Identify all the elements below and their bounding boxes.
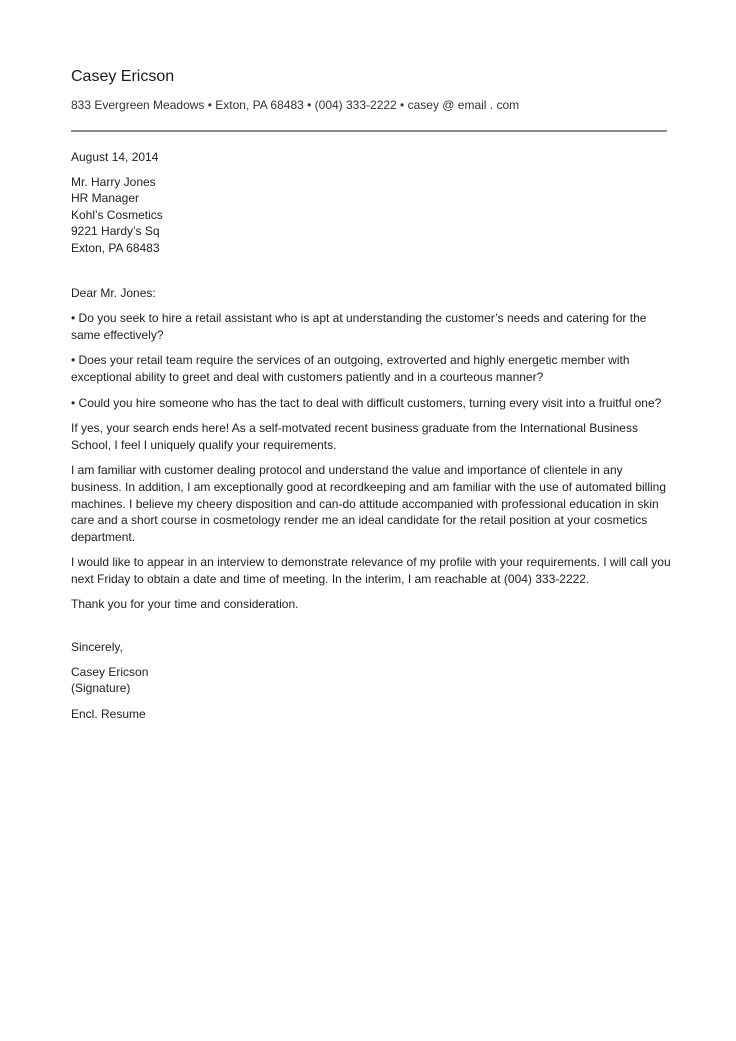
sender-name: Casey Ericson — [71, 68, 175, 85]
recipient-name: Mr. Harry Jones — [71, 174, 156, 189]
recipient-city: Exton, PA 68483 — [71, 240, 160, 255]
paragraph-text: If yes, your search ends here! As a self-motvated recent business graduate from the International Business School, I feel I uniquely qualify your requirements. — [71, 421, 638, 452]
paragraph-intro — [71, 420, 671, 453]
paragraph-bullet-1 — [71, 310, 671, 343]
paragraph-text: • Do you seek to hire a retail assistant who is apt at understanding the customer’s needs and catering for the same effectively? — [71, 311, 647, 342]
sender-contact-line: 833 Evergreen Meadows • Exton, PA 68483 • (004) 333-2222 • casey @ email . com — [71, 98, 520, 112]
header-divider — [71, 130, 667, 132]
letter-content — [71, 64, 671, 722]
closing: Sincerely, — [71, 640, 123, 655]
paragraph-text: I would like to appear in an interview to demonstrate relevance of my profile with your requirements. I will call you next Friday to obtain a date and time of meeting. In the interim, I am reachable at (004) 333-2222. — [71, 555, 671, 586]
paragraph-interview — [71, 554, 671, 587]
paragraph-text: Thank you for your time and consideration. — [71, 597, 299, 612]
signature-note: (Signature) — [71, 681, 131, 696]
recipient-street: 9221 Hardy’s Sq — [71, 224, 160, 239]
paragraph-bullet-3 — [71, 395, 671, 412]
signature-block — [71, 664, 671, 697]
paragraph-text: • Could you hire someone who has the tact to deal with difficult customers, turning every visit into a fruitful one? — [71, 395, 662, 410]
recipient-title: HR Manager — [71, 191, 140, 206]
recipient-address — [71, 174, 671, 257]
paragraph-text: I am familiar with customer dealing protocol and understand the value and importance of clientele in any business. In addition, I am exceptionally good at recordkeeping and am familiar with the use of automated billing machines. I believe my cheery disposition and can-do attitude accompanied with professional education in skin care and a short course in cosmetology render me an ideal candidate for the retail position at your cosmetics department. — [71, 463, 667, 544]
recipient-company: Kohl’s Cosmetics — [71, 207, 163, 222]
paragraph-thanks — [71, 596, 671, 613]
enclosure-note: Encl. Resume — [71, 706, 146, 721]
paragraph-qualifications — [71, 462, 671, 545]
signature-name: Casey Ericson — [71, 664, 149, 679]
salutation: Dear Mr. Jones: — [71, 285, 156, 300]
paragraph-bullet-2 — [71, 352, 671, 385]
letter-date: August 14, 2014 — [71, 150, 159, 164]
paragraph-text: • Does your retail team require the services of an outgoing, extroverted and highly energetic member with exceptional ability to greet and deal with customers patiently and in a courteous manner? — [71, 353, 630, 384]
